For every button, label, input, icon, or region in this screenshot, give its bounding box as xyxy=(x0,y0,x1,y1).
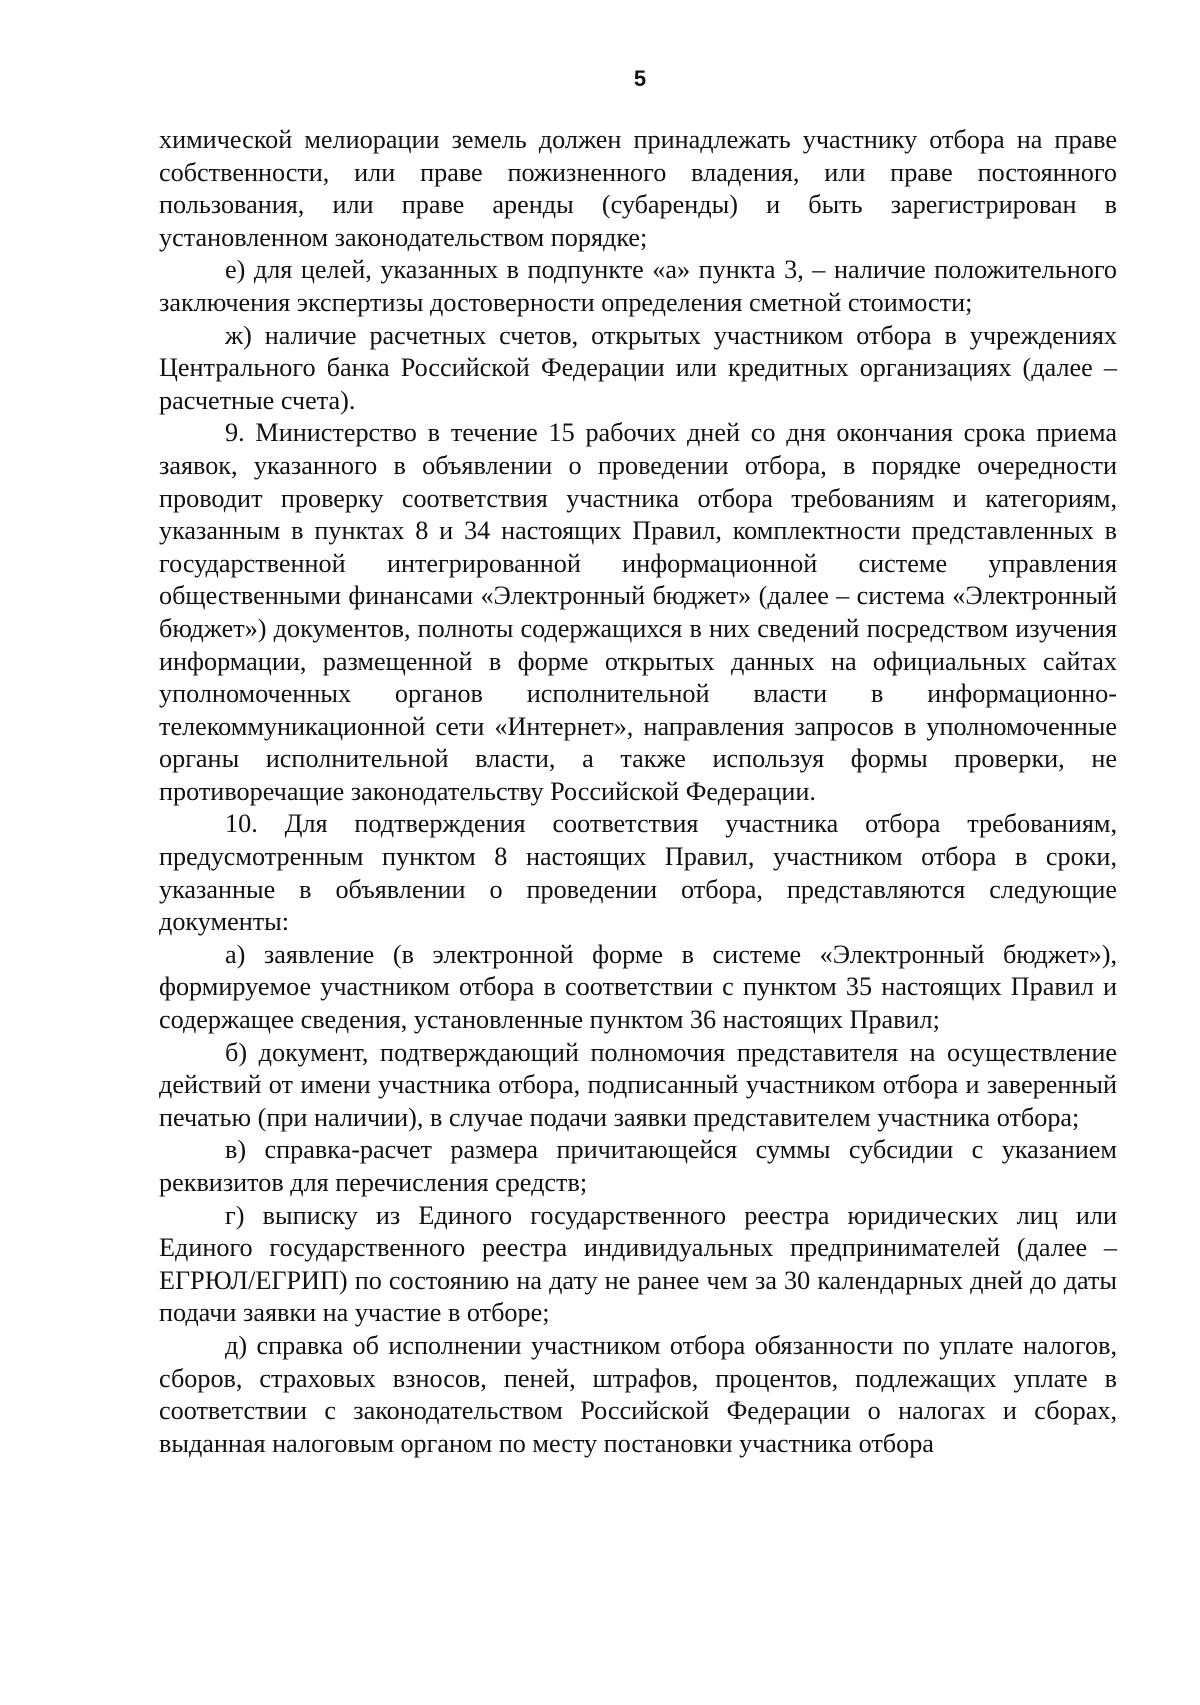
paragraph-item-zh: ж) наличие расчетных счетов, открытых участником отбора в учреждениях Центрального банка Российской Федерации или кредитных организациях (далее – расчетные счета). xyxy=(159,320,1117,415)
paragraph-item-b: б) документ, подтверждающий полномочия представителя на осуществление действий от имени участника отбора, подписанный участником отбора и заверенный печатью (при наличии), в случае подачи заявки представителем участника отбора; xyxy=(159,1037,1117,1132)
body-text xyxy=(159,124,1117,1460)
page-number: 5 xyxy=(633,66,647,91)
paragraph-item-a: а) заявление (в электронной форме в системе «Электронный бюджет»), формируемое участником отбора в соответствии с пунктом 35 настоящих Правил и содержащее сведения, установленные пунктом 36 настоящих Правил; xyxy=(159,939,1117,1035)
paragraph-clause-9: 9. Министерство в течение 15 рабочих дней со дня окончания срока приема заявок, указанного в объявлении о проведении отбора, в порядке очередности проводит проверку соответствия участника отбора требованиям и категориям, указанным в пунктах 8 и 34 настоящих Правил, комплектности представленных в государственной интегрированной информационной системе управления общественными финансами «Электронный бюджет» (далее – система «Электронный бюджет») документов, полноты содержащихся в них сведений посредством изучения информации, размещенной в форме открытых данных на официальных сайтах уполномоченных органов исполнительной власти в информационно-телекоммуникационной сети «Интернет», направления запросов в уполномоченные органы исполнительной власти, а также используя формы проверки, не противоречащие законодательству Российской Федерации. xyxy=(159,418,1117,806)
paragraph-item-d: д) справка об исполнении участником отбора обязанности по уплате налогов, сборов, страховых взносов, пеней, штрафов, процентов, подлежащих уплате в соответствии с законодательством Российской Федерации о налогах и сборах, выданная налоговым органом по месту постановки участника отбора xyxy=(159,1330,1117,1458)
paragraph-item-v: в) справка-расчет размера причитающейся суммы субсидии с указанием реквизитов для перечисления средств; xyxy=(159,1135,1117,1197)
paragraph-item-g: г) выписку из Единого государственного реестра юридических лиц или Единого государственного реестра индивидуальных предпринимателей (далее – ЕГРЮЛ/ЕГРИП) по состоянию на дату не ранее чем за 30 календарных дней до даты подачи заявки на участие в отборе; xyxy=(159,1200,1117,1328)
paragraph-continuation: химической мелиорации земель должен принадлежать участнику отбора на праве собственности, или праве пожизненного владения, или праве постоянного пользования, или праве аренды (субаренды) и быть зарегистрирован в установленном законодательством порядке; xyxy=(159,125,1117,252)
paragraph-item-e: е) для целей, указанных в подпункте «а» пункта 3, – наличие положительного заключения экспертизы достоверности определения сметной стоимости; xyxy=(159,255,1117,317)
paragraph-clause-10: 10. Для подтверждения соответствия участника отбора требованиям, предусмотренным пунктом 8 настоящих Правил, участником отбора в сроки, указанные в объявлении о проведении отбора, представляются следующие документы: xyxy=(159,809,1117,937)
